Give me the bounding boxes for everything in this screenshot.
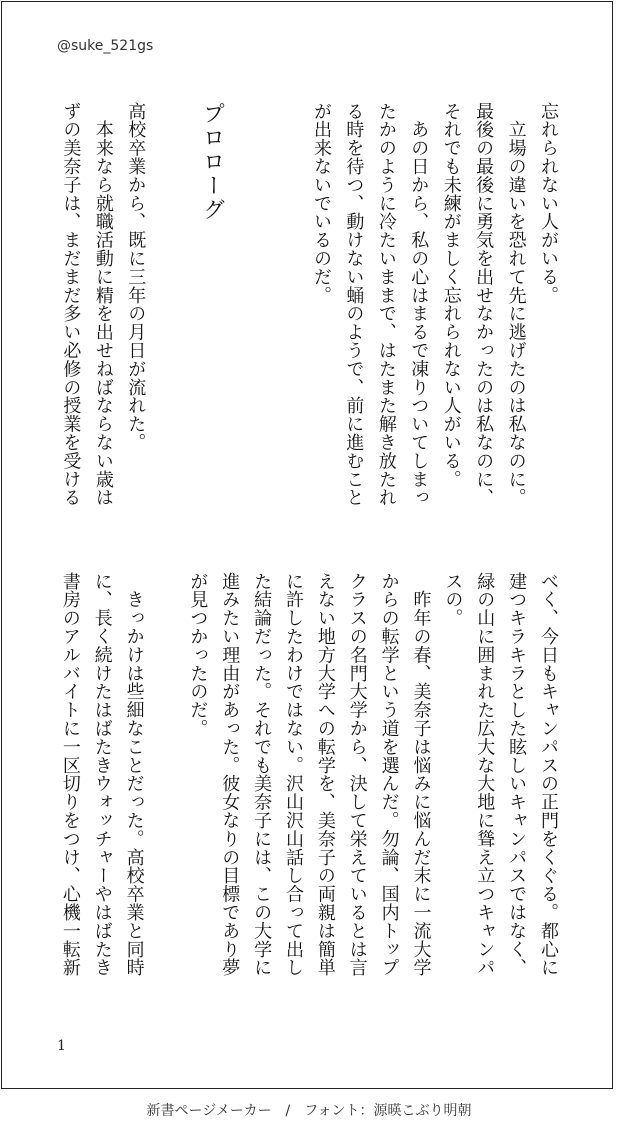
- blank-line: [150, 572, 182, 992]
- text-line: 忘れられない人がいる。: [538, 102, 559, 305]
- text-line: 緑の山に囲まれた広大な大地に聳え立つキャンパ: [474, 572, 496, 977]
- text-line: る時を待つ、動けない蛹のようで、前に進むこと: [343, 102, 365, 507]
- footer-credit: 新書ページメーカー / フォント：源暎こぶり明朝: [146, 1103, 472, 1119]
- manuscript-page: [1, 1, 613, 1089]
- text-line: 立場の違いを恐れて先に逃げたのは私なのに。: [505, 102, 527, 507]
- text-line: に、長く続けたはばたきウォッチャーやはばたき: [91, 572, 113, 977]
- text-line: スの。: [442, 572, 464, 628]
- chapter-heading: プロローグ: [199, 102, 225, 222]
- text-line: 昨年の春、美奈子は悩みに悩んだ末に一流大学: [410, 572, 432, 977]
- text-line: た結論だった。それでも美奈子には、この大学に: [251, 572, 273, 977]
- text-line: に許したわけではない。沢山沢山話し合って出し: [283, 572, 304, 977]
- text-line: が出来ないでいるのだ。: [310, 102, 332, 305]
- text-line: きっかけは些細なことだった。高校卒業と同時: [123, 572, 145, 977]
- text-line: 本来なら就職活動に精を出せねばならない歳は: [92, 102, 114, 507]
- text-line: 進みたい理由があった。彼女なりの目標であり夢: [219, 572, 241, 977]
- text-line: 書房のアルバイトに一区切りをつけ、心機一転新: [59, 572, 81, 977]
- text-line: あの日から、私の心はまるで凍りついてしまっ: [408, 102, 430, 507]
- text-line: 建つキラキラとした眩しいキャンパスではなく、: [506, 572, 528, 977]
- blank-line: [151, 102, 183, 522]
- text-line: ずの美奈子は、まだまだ多い必修の授業を受ける: [60, 102, 82, 507]
- text-line: それでも未練がましく忘れられない人がいる。: [440, 102, 462, 489]
- text-line: 高校卒業から、既に三年の月日が流れた。: [125, 102, 147, 452]
- text-line: たかのように冷たいままで、はたまた解き放たれ: [375, 102, 397, 507]
- text-block-bottom: [54, 572, 564, 992]
- author-handle: @suke_521gs: [57, 38, 154, 54]
- blank-line: [272, 102, 304, 522]
- text-line: べく、今日もキャンパスの正門をくぐる。都心に: [538, 572, 559, 977]
- text-block-top: [54, 102, 564, 522]
- text-line: クラスの名門大学から、決して栄えているとは言: [346, 572, 368, 977]
- text-line: えない地方大学への転学を、美奈子の両親は簡単: [314, 572, 336, 977]
- text-line: が見つかったのだ。: [187, 572, 209, 738]
- blank-line: [240, 102, 272, 522]
- text-line: 最後の最後に勇気を出せなかったのは私なのに、: [473, 102, 495, 507]
- page-number: 1: [57, 1038, 66, 1054]
- text-line: からの転学という道を選んだ。勿論、国内トップ: [378, 572, 400, 977]
